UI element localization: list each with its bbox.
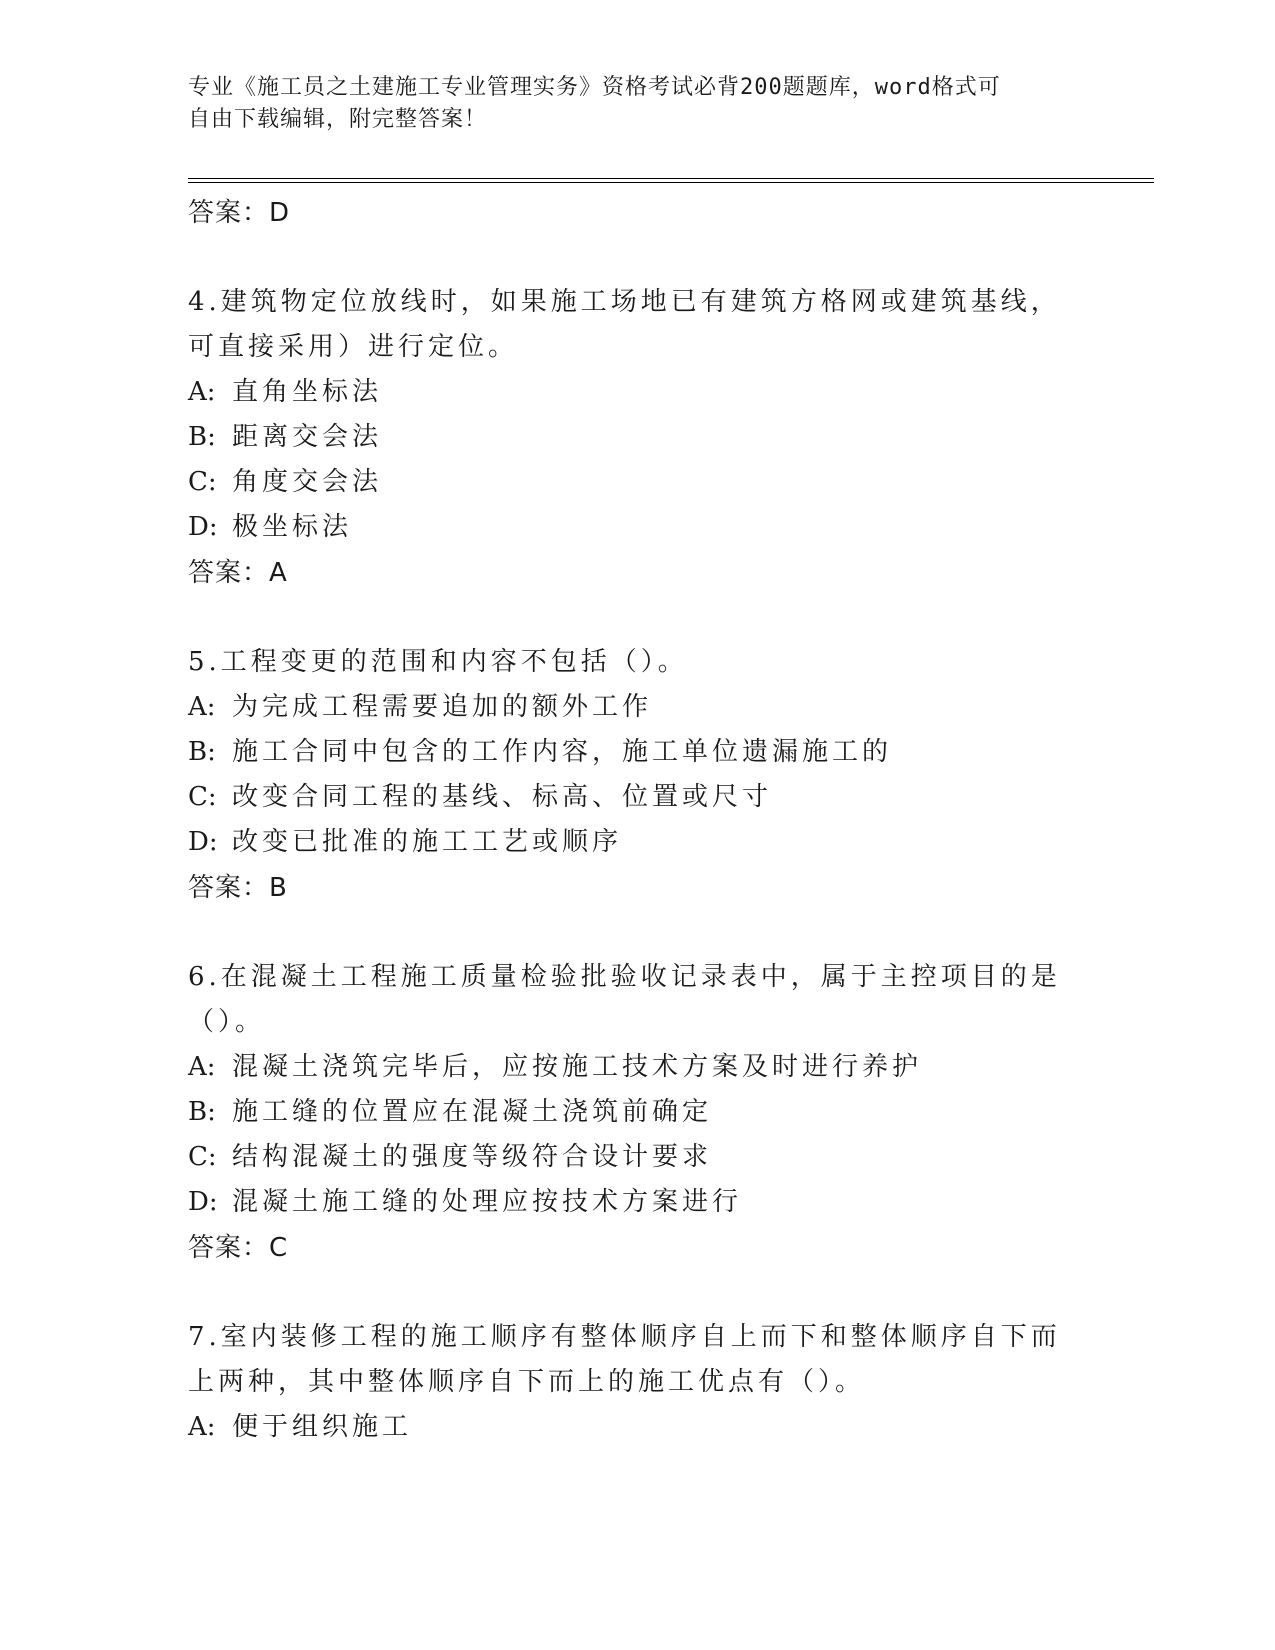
- question-text: 7.室内装修工程的施工顺序有整体顺序自上而下和整体顺序自下而上两种，其中整体顺序自下而上的施工优点有（）。: [188, 1322, 1061, 1397]
- option-b: [188, 730, 1088, 775]
- option-text: 直角坐标法: [232, 377, 383, 407]
- option-text: 为完成工程需要追加的额外工作: [232, 692, 653, 722]
- question-item: [188, 280, 1088, 596]
- option-d: [188, 505, 1088, 550]
- header-line-1: 专业《施工员之土建施工专业管理实务》资格考试必背200题题库，word格式可: [188, 75, 1001, 100]
- option-a: [188, 1045, 1088, 1090]
- option-a: [188, 1405, 1088, 1450]
- answer-line: 答案：B: [188, 873, 288, 903]
- answer-line: 答案：C: [188, 1233, 289, 1263]
- option-a: [188, 370, 1088, 415]
- option-text: 施工缝的位置应在混凝土浇筑前确定: [232, 1097, 713, 1127]
- option-b: [188, 415, 1088, 460]
- option-text: 施工合同中包含的工作内容，施工单位遗漏施工的: [232, 737, 893, 767]
- option-text: 距离交会法: [232, 422, 383, 452]
- option-a: [188, 685, 1088, 730]
- option-text: 结构混凝土的强度等级符合设计要求: [232, 1142, 713, 1172]
- option-d: [188, 820, 1088, 865]
- question-text: 6.在混凝土工程施工质量检验批验收记录表中，属于主控项目的是（）。: [188, 962, 1061, 1037]
- document-header: [188, 72, 1068, 136]
- header-divider-bottom: [188, 182, 1154, 183]
- question-item: [188, 640, 1088, 911]
- question-text: 4.建筑物定位放线时，如果施工场地已有建筑方格网或建筑基线，可直接采用）进行定位。: [188, 287, 1061, 362]
- answer-line: 答案：A: [188, 558, 288, 588]
- option-key: C:: [188, 782, 217, 812]
- option-c: [188, 775, 1088, 820]
- option-key: C:: [188, 1142, 217, 1172]
- option-key: A:: [188, 1412, 216, 1442]
- option-key: A:: [188, 1052, 216, 1082]
- option-text: 极坐标法: [232, 512, 353, 542]
- option-text: 改变已批准的施工工艺或顺序: [232, 827, 623, 857]
- option-key: C:: [188, 467, 217, 497]
- header-line-2: 自由下载编辑，附完整答案！: [188, 107, 488, 132]
- option-d: [188, 1180, 1088, 1225]
- option-text: 混凝土浇筑完毕后，应按施工技术方案及时进行养护: [232, 1052, 923, 1082]
- question-item: [188, 955, 1088, 1271]
- option-text: 混凝土施工缝的处理应按技术方案进行: [232, 1187, 743, 1217]
- option-text: 角度交会法: [232, 467, 383, 497]
- option-key: D:: [188, 512, 218, 542]
- question-item: [188, 1315, 1088, 1450]
- question-text: 5.工程变更的范围和内容不包括（）。: [188, 647, 688, 677]
- option-key: A:: [188, 692, 216, 722]
- option-key: B:: [188, 1097, 216, 1127]
- option-key: B:: [188, 422, 216, 452]
- option-key: D:: [188, 827, 218, 857]
- option-key: D:: [188, 1187, 218, 1217]
- option-c: [188, 1135, 1088, 1180]
- option-c: [188, 460, 1088, 505]
- option-key: A:: [188, 377, 216, 407]
- option-text: 便于组织施工: [232, 1412, 413, 1442]
- header-divider-top: [188, 178, 1154, 179]
- document-body: [188, 190, 1088, 1450]
- option-text: 改变合同工程的基线、标高、位置或尺寸: [232, 782, 773, 812]
- answer-line: 答案：D: [188, 198, 291, 228]
- option-b: [188, 1090, 1088, 1135]
- option-key: B:: [188, 737, 216, 767]
